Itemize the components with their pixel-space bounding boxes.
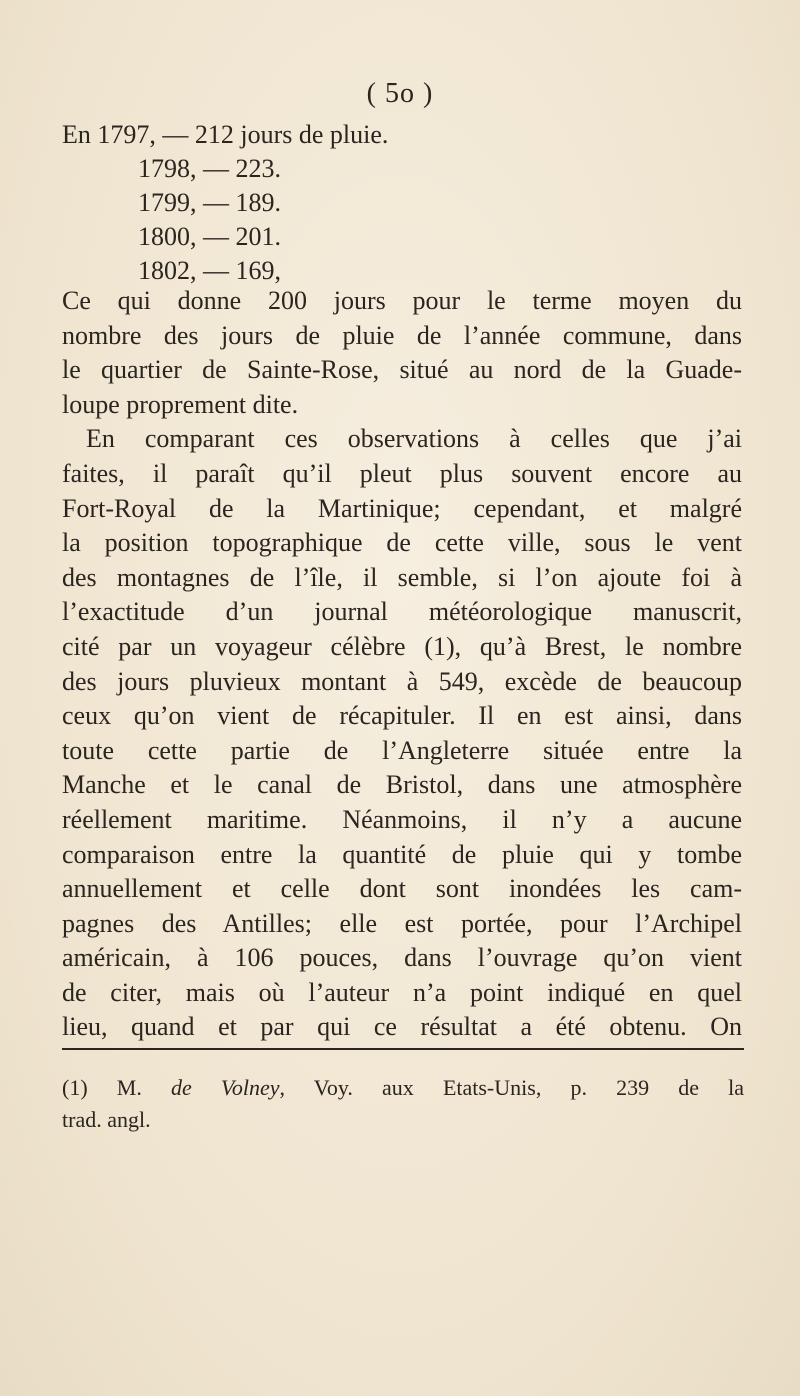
text-line: nombre des jours de pluie de l’année commune, dans (62, 320, 742, 350)
page-number: ( 5o ) (366, 78, 434, 109)
text-line: le quartier de Sainte-Rose, situé au nord de la Guade- (62, 355, 742, 385)
text-line: ceux qu’on vient de récapituler. Il en est ainsi, dans (62, 701, 742, 731)
rain-row-1797: En 1797, — 212 jours de pluie. (62, 120, 389, 149)
footnote-marker: (1) M. (62, 1075, 142, 1100)
footnote-author: de Volney (171, 1075, 280, 1100)
rain-row-1799: 1799, — 189. (138, 188, 281, 217)
text-line: des jours pluvieux montant à 549, excède de beaucoup (62, 666, 742, 696)
rain-row-1800: 1800, — 201. (138, 222, 281, 251)
text-line: Manche et le canal de Bristol, dans une atmosphère (62, 770, 742, 800)
body-text (62, 284, 742, 1045)
text-line: loupe proprement dite. (62, 389, 299, 419)
text-line: toute cette partie de l’Angleterre située entre la (62, 735, 742, 765)
text-line: réellement maritime. Néanmoins, il n’y a aucune (62, 804, 742, 834)
footnote (62, 1072, 744, 1136)
text-line: En comparant ces observations à celles que j’ai (86, 424, 742, 454)
rain-row-1802: 1802, — 169, (138, 256, 281, 285)
text-line: Ce qui donne 200 jours pour le terme moyen du (62, 286, 742, 315)
text-line: Fort-Royal de la Martinique; cependant, et malgré (62, 493, 742, 523)
text-line: américain, à 106 pouces, dans l’ouvrage qu’on vient (62, 943, 742, 973)
text-line: cité par un voyageur célèbre (1), qu’à Brest, le nombre (62, 631, 742, 661)
text-line: l’exactitude d’un journal météorologique manuscrit, (62, 597, 742, 627)
text-line: de citer, mais où l’auteur n’a point indiqué en quel (62, 977, 742, 1007)
rain-row-1798: 1798, — 223. (138, 154, 281, 183)
text-line: la position topographique de cette ville, sous le vent (62, 528, 742, 558)
text-line: lieu, quand et par qui ce résultat a été obtenu. On (62, 1012, 742, 1042)
text-line: comparaison entre la quantité de pluie qui y tombe (62, 839, 742, 869)
footnote-reference: , Voy. aux Etats-Unis, p. 239 de la (279, 1075, 745, 1100)
rain-days-list (62, 118, 388, 288)
text-line: annuellement et celle dont sont inondées les cam- (62, 874, 742, 904)
footnote-line-1 (62, 1072, 744, 1104)
text-line: pagnes des Antilles; elle est portée, pour l’Archipel (62, 908, 742, 938)
text-line: des montagnes de l’île, il semble, si l’on ajoute foi à (62, 562, 742, 592)
text-line: faites, il paraît qu’il pleut plus souvent encore au (62, 458, 742, 488)
footnote-line-2: trad. angl. (62, 1107, 151, 1132)
footnote-divider (62, 1048, 744, 1050)
